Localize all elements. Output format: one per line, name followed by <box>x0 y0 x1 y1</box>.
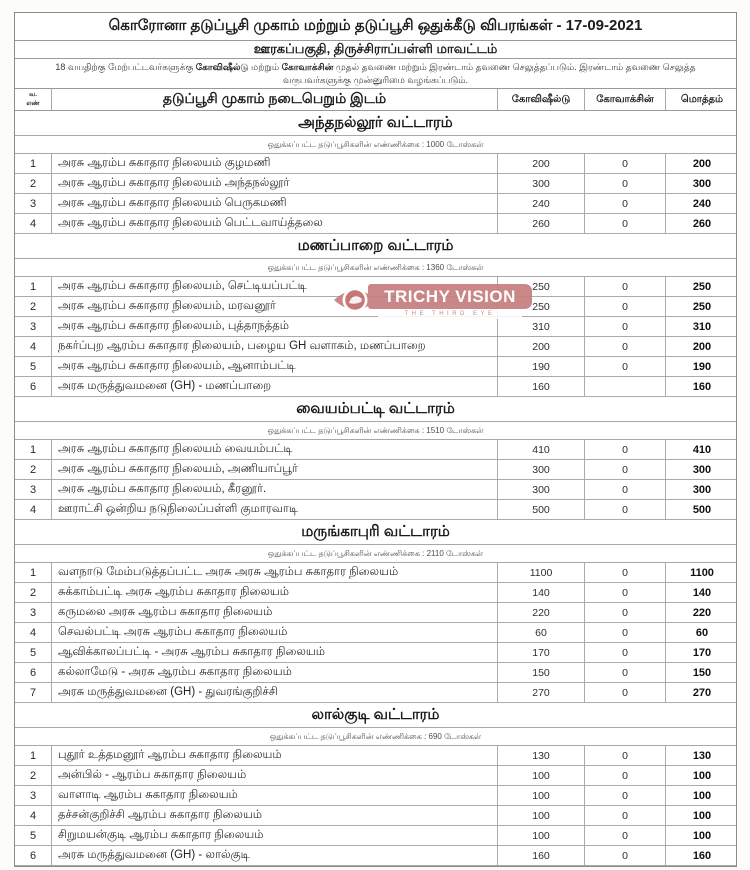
table-row <box>15 563 736 583</box>
row-covishield-count: 240 <box>498 194 585 213</box>
table-row <box>15 746 736 766</box>
row-covaxin-count: 0 <box>585 683 666 702</box>
section-title: அந்தநல்லூர் வட்டாரம் <box>15 111 736 136</box>
table-row <box>15 174 736 194</box>
section-title: வையம்பட்டி வட்டாரம் <box>15 397 736 422</box>
row-location-name: அரசு ஆரம்ப சுகாதார நிலையம், ஆனாம்பட்டி <box>52 357 498 376</box>
row-covaxin-count: 0 <box>585 563 666 582</box>
table-row <box>15 826 736 846</box>
section-allocation-note: ஒதுக்கப்பட்ட தடுப்பூசிகளின் எண்ணிக்கை : 690 டோஸ்கள் <box>15 728 736 746</box>
section-allocation-note: ஒதுக்கப்பட்ட தடுப்பூசிகளின் எண்ணிக்கை : 1360 டோஸ்கள் <box>15 259 736 277</box>
row-covishield-count: 100 <box>498 826 585 845</box>
row-total-count: 100 <box>692 809 712 822</box>
row-location-name: அரசு ஆரம்ப சுகாதார நிலையம், மரவனூர் <box>52 297 498 316</box>
table-row <box>15 337 736 357</box>
row-covishield-count: 220 <box>498 603 585 622</box>
row-covishield-count: 200 <box>498 154 585 173</box>
column-header-row <box>15 89 736 111</box>
row-covishield-count: 170 <box>498 643 585 662</box>
row-covishield-count: 100 <box>498 786 585 805</box>
row-location-name: அரசு ஆரம்ப சுகாதார நிலையம், புத்தாநத்தம் <box>52 317 498 336</box>
row-location-name: அரசு மருத்துவமனை (GH) - லால்குடி <box>52 846 498 865</box>
table-row <box>15 214 736 234</box>
row-total-count: 190 <box>692 360 712 373</box>
section-title: லால்குடி வட்டாரம் <box>15 703 736 728</box>
page-title: கொரோனா தடுப்பூசி முகாம் மற்றும் தடுப்பூசி ஒதுக்கீடு விபரங்கள் - 17-09-2021 <box>15 13 736 41</box>
row-location-name: சிறுமயன்குடி ஆரம்ப சுகாதார நிலையம் <box>52 826 498 845</box>
row-serial-number: 2 <box>15 460 52 479</box>
disclaimer-text: 18 வயதிற்கு மேற்பட்டவர்களுக்கு கோவிஷீல்டு மற்றும் கோவாக்சின் முதல் தவணை மற்றும் இரண்டாம் தவணை செலுத்தப்படும். இரண்டாம் தவணை செலுத்த வருபவர்களுக்கு முன்னுரிமை வழங்கப்படும். <box>55 62 696 85</box>
section-allocation-note: ஒதுக்கப்பட்ட தடுப்பூசிகளின் எண்ணிக்கை : 1000 டோஸ்கள் <box>15 136 736 154</box>
row-location-name: ஆவிக்காலப்பட்டி - அரசு ஆரம்ப சுகாதார நிலையம் <box>52 643 498 662</box>
row-serial-number: 1 <box>15 277 52 296</box>
row-total-count: 200 <box>692 340 712 353</box>
section-title: மணப்பாறை வட்டாரம் <box>15 234 736 259</box>
row-location-name: செவல்பட்டி அரசு ஆரம்ப சுகாதார நிலையம் <box>52 623 498 642</box>
row-location-name: நகர்ப்புற ஆரம்ப சுகாதார நிலையம், பழைய GH வளாகம், மணப்பாறை <box>52 337 498 356</box>
row-total-count: 100 <box>692 829 712 842</box>
row-covaxin-count: 0 <box>585 460 666 479</box>
row-covishield-count: 300 <box>498 174 585 193</box>
row-serial-number: 4 <box>15 337 52 356</box>
row-serial-number: 3 <box>15 786 52 805</box>
row-covaxin-count: 0 <box>585 806 666 825</box>
row-covishield-count: 160 <box>498 377 585 396</box>
row-covishield-count: 100 <box>498 766 585 785</box>
table-row <box>15 786 736 806</box>
row-location-name: ஊராட்சி ஒன்றிய நடுநிலைப்பள்ளி குமாரவாடி <box>52 500 498 519</box>
row-location-name: அரசு ஆரம்ப சுகாதார நிலையம் அந்தநல்லூர் <box>52 174 498 193</box>
table-row <box>15 846 736 866</box>
row-covaxin-count: 0 <box>585 500 666 519</box>
district-subtitle: ஊரகப்பகுதி, திருச்சிராப்பள்ளி மாவட்டம் <box>15 41 736 59</box>
row-covaxin-count <box>585 377 666 396</box>
row-total-count: 130 <box>692 749 712 762</box>
row-total-count: 160 <box>692 849 712 862</box>
table-row <box>15 603 736 623</box>
row-total-count: 250 <box>692 300 712 313</box>
row-covishield-count: 260 <box>498 214 585 233</box>
row-serial-number: 5 <box>15 643 52 662</box>
row-location-name: அரசு ஆரம்ப சுகாதார நிலையம் குழமணி <box>52 154 498 173</box>
row-covishield-count: 300 <box>498 460 585 479</box>
section-allocation-note: ஒதுக்கப்பட்ட தடுப்பூசிகளின் எண்ணிக்கை : 1510 டோஸ்கள் <box>15 422 736 440</box>
row-covishield-count: 190 <box>498 357 585 376</box>
row-serial-number: 7 <box>15 683 52 702</box>
row-serial-number: 1 <box>15 440 52 459</box>
row-covaxin-count: 0 <box>585 357 666 376</box>
table-row <box>15 623 736 643</box>
row-serial-number: 4 <box>15 623 52 642</box>
watermark-tagline: THE THIRD EYE <box>378 309 522 319</box>
row-covishield-count: 410 <box>498 440 585 459</box>
covaxin-bold: கோவாக்சின் <box>281 62 334 73</box>
row-serial-number: 3 <box>15 317 52 336</box>
row-total-count: 60 <box>695 626 709 639</box>
row-location-name: அரசு ஆரம்ப சுகாதார நிலையம் பெட்டவாய்த்தலை <box>52 214 498 233</box>
row-serial-number: 3 <box>15 480 52 499</box>
row-serial-number: 6 <box>15 377 52 396</box>
row-total-count: 200 <box>692 157 712 170</box>
row-covaxin-count: 0 <box>585 154 666 173</box>
table-row <box>15 643 736 663</box>
row-covishield-count: 300 <box>498 480 585 499</box>
row-covishield-count: 270 <box>498 683 585 702</box>
section-allocation-note: ஒதுக்கப்பட்ட தடுப்பூசிகளின் எண்ணிக்கை : 2110 டோஸ்கள் <box>15 545 736 563</box>
row-covaxin-count: 0 <box>585 480 666 499</box>
row-covishield-count: 150 <box>498 663 585 682</box>
row-total-count: 1100 <box>690 566 714 579</box>
row-covaxin-count: 0 <box>585 337 666 356</box>
row-covaxin-count: 0 <box>585 746 666 765</box>
row-covishield-count: 160 <box>498 846 585 865</box>
row-covaxin-count: 0 <box>585 786 666 805</box>
row-covaxin-count: 0 <box>585 826 666 845</box>
row-covishield-count: 140 <box>498 583 585 602</box>
table-row <box>15 440 736 460</box>
row-total-count: 220 <box>692 606 712 619</box>
row-location-name: புதூர் உத்தமனூர் ஆரம்ப சுகாதார நிலையம் <box>52 746 498 765</box>
row-covaxin-count: 0 <box>585 623 666 642</box>
column-header-covaxin: கோவாக்சின் <box>585 89 666 110</box>
table-row <box>15 357 736 377</box>
row-serial-number: 1 <box>15 154 52 173</box>
row-serial-number: 2 <box>15 174 52 193</box>
row-total-count: 500 <box>692 503 712 516</box>
row-covishield-count: 250 <box>498 277 585 296</box>
table-sections <box>15 111 736 866</box>
row-location-name: வாளாடி ஆரம்ப சுகாதார நிலையம் <box>52 786 498 805</box>
row-location-name: அரசு ஆரம்ப சுகாதார நிலையம், செட்டியப்பட்டி <box>52 277 498 296</box>
watermark-brand: TRICHY VISION <box>368 284 532 309</box>
row-location-name: அரசு ஆரம்ப சுகாதார நிலையம் வையம்பட்டி <box>52 440 498 459</box>
row-serial-number: 5 <box>15 826 52 845</box>
row-covishield-count: 250 <box>498 297 585 316</box>
row-serial-number: 2 <box>15 297 52 316</box>
table-row <box>15 766 736 786</box>
row-total-count: 250 <box>692 280 712 293</box>
row-covaxin-count: 0 <box>585 297 666 316</box>
row-total-count: 410 <box>692 443 712 456</box>
row-total-count: 100 <box>692 769 712 782</box>
row-location-name: வளநாடு மேம்படுத்தப்பட்ட அரசு அரசு ஆரம்ப சுகாதார நிலையம் <box>52 563 498 582</box>
section-title: மருங்காபுரி வட்டாரம் <box>15 520 736 545</box>
row-covishield-count: 1100 <box>498 563 585 582</box>
covishield-bold: கோவிஷீல்டு <box>195 62 249 73</box>
table-row <box>15 194 736 214</box>
column-header-total: மொத்தம் <box>680 93 724 105</box>
row-total-count: 300 <box>692 177 712 190</box>
trichy-vision-watermark <box>332 282 534 322</box>
row-covaxin-count: 0 <box>585 194 666 213</box>
row-location-name: தச்சன்குறிச்சி ஆரம்ப சுகாதார நிலையம் <box>52 806 498 825</box>
row-total-count: 150 <box>692 666 712 679</box>
column-header-location: தடுப்பூசி முகாம் நடைபெறும் இடம் <box>52 89 498 110</box>
table-row <box>15 683 736 703</box>
row-serial-number: 3 <box>15 603 52 622</box>
row-serial-number: 4 <box>15 214 52 233</box>
row-serial-number: 2 <box>15 583 52 602</box>
row-covaxin-count: 0 <box>585 846 666 865</box>
row-covaxin-count: 0 <box>585 317 666 336</box>
row-location-name: அரசு ஆரம்ப சுகாதார நிலையம், அணியாப்பூர் <box>52 460 498 479</box>
row-covaxin-count: 0 <box>585 277 666 296</box>
row-serial-number: 6 <box>15 846 52 865</box>
row-covishield-count: 500 <box>498 500 585 519</box>
row-covaxin-count: 0 <box>585 214 666 233</box>
row-serial-number: 1 <box>15 746 52 765</box>
row-serial-number: 6 <box>15 663 52 682</box>
row-serial-number: 3 <box>15 194 52 213</box>
vaccination-report-table <box>14 12 737 867</box>
row-serial-number: 4 <box>15 806 52 825</box>
row-location-name: அன்பில் - ஆரம்ப சுகாதார நிலையம் <box>52 766 498 785</box>
row-location-name: அரசு மருத்துவமனை (GH) - மணப்பாறை <box>52 377 498 396</box>
disclaimer-note <box>15 59 736 89</box>
table-row <box>15 460 736 480</box>
row-covishield-count: 200 <box>498 337 585 356</box>
row-location-name: அரசு ஆரம்ப சுகாதார நிலையம் பெருகமணி <box>52 194 498 213</box>
row-total-count: 270 <box>692 686 712 699</box>
table-row <box>15 480 736 500</box>
row-total-count: 310 <box>692 320 712 333</box>
row-covishield-count: 130 <box>498 746 585 765</box>
row-location-name: அரசு ஆரம்ப சுகாதார நிலையம், கீரனூர். <box>52 480 498 499</box>
row-serial-number: 5 <box>15 357 52 376</box>
row-covaxin-count: 0 <box>585 603 666 622</box>
row-serial-number: 1 <box>15 563 52 582</box>
row-serial-number: 4 <box>15 500 52 519</box>
row-total-count: 170 <box>692 646 712 659</box>
row-covaxin-count: 0 <box>585 174 666 193</box>
row-covishield-count: 60 <box>498 623 585 642</box>
row-location-name: சுக்காம்பட்டி அரசு ஆரம்ப சுகாதார நிலையம் <box>52 583 498 602</box>
row-covaxin-count: 0 <box>585 643 666 662</box>
row-total-count: 240 <box>692 197 712 210</box>
row-location-name: கருமலை அரசு ஆரம்ப சுகாதார நிலையம் <box>52 603 498 622</box>
row-total-count: 100 <box>692 789 712 802</box>
table-row <box>15 154 736 174</box>
column-header-serial: வ. எண் <box>15 89 52 110</box>
row-location-name: அரசு மருத்துவமனை (GH) - துவரங்குறிச்சி <box>52 683 498 702</box>
row-total-count: 140 <box>692 586 712 599</box>
column-header-covishield: கோவிஷீல்டு <box>498 89 585 110</box>
table-row <box>15 663 736 683</box>
row-covishield-count: 310 <box>498 317 585 336</box>
row-covaxin-count: 0 <box>585 440 666 459</box>
row-covishield-count: 100 <box>498 806 585 825</box>
table-row <box>15 583 736 603</box>
row-serial-number: 2 <box>15 766 52 785</box>
row-total-count: 300 <box>692 483 712 496</box>
row-covaxin-count: 0 <box>585 766 666 785</box>
row-covaxin-count: 0 <box>585 663 666 682</box>
table-row <box>15 806 736 826</box>
table-row <box>15 500 736 520</box>
row-total-count: 300 <box>692 463 712 476</box>
row-total-count: 160 <box>692 380 712 393</box>
row-total-count: 260 <box>692 217 712 230</box>
row-covaxin-count: 0 <box>585 583 666 602</box>
row-location-name: கல்லாமேடு - அரசு ஆரம்ப சுகாதார நிலையம் <box>52 663 498 682</box>
table-row <box>15 377 736 397</box>
